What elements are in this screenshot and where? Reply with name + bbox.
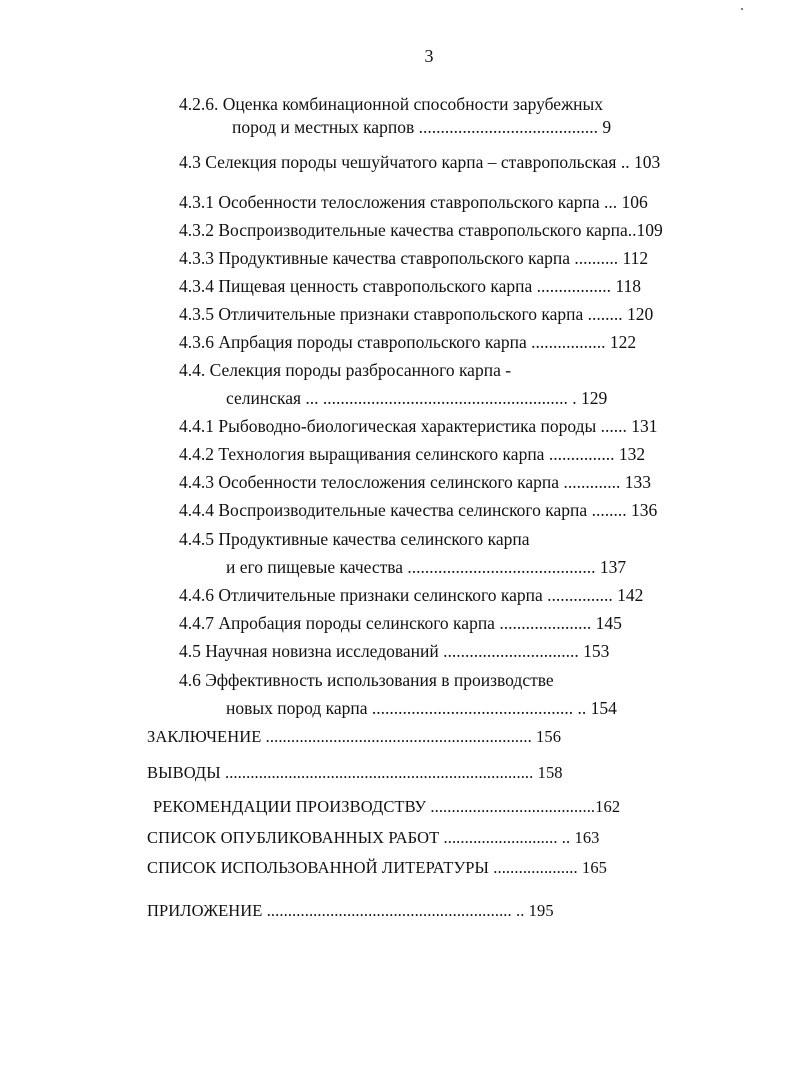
toc-entry-4-4-6: 4.4.6 Отличительные признаки селинского карпа ............... 142 <box>179 585 644 605</box>
toc-entry-4-4-3: 4.4.3 Особенности телосложения селинского карпа ............. 133 <box>179 472 651 492</box>
toc-entry-4-6: 4.6 Эффективность использования в производстве <box>179 670 554 690</box>
toc-entry-4-3-1: 4.3.1 Особенности телосложения ставропольского карпа ... 106 <box>179 192 648 212</box>
toc-entry-conclusion: ЗАКЛЮЧЕНИЕ ............................................................... 156 <box>147 727 562 746</box>
toc-entry-4-2-6-cont: пород и местных карпов ......................................... 9 <box>232 117 612 137</box>
toc-entry-appendix: ПРИЛОЖЕНИЕ .......................................................... .. 195 <box>147 901 554 920</box>
toc-entry-4-2-6: 4.2.6. Оценка комбинационной способности зарубежных <box>179 94 604 114</box>
toc-entry-4-5: 4.5 Научная новизна исследований ............................... 153 <box>179 641 610 661</box>
toc-entry-4-4: 4.4. Селекция породы разбросанного карпа - <box>179 360 512 380</box>
toc-entry-4-3-2: 4.3.2 Воспроизводительные качества ставропольского карпа..109 <box>179 220 663 240</box>
toc-entry-publications: СПИСОК ОПУБЛИКОВАННЫХ РАБОТ ........................... .. 163 <box>147 828 600 847</box>
toc-entry-literature: СПИСОК ИСПОЛЬЗОВАННОЙ ЛИТЕРАТУРЫ .................... 165 <box>147 858 608 877</box>
toc-entry-4-4-cont: селинская ... ........................................................ . 129 <box>226 388 608 408</box>
toc-entry-4-4-5: 4.4.5 Продуктивные качества селинского карпа <box>179 529 530 549</box>
toc-entry-4-4-2: 4.4.2 Технология выращивания селинского карпа ............... 132 <box>179 444 646 464</box>
toc-entry-recommendations: РЕКОМЕНДАЦИИ ПРОИЗВОДСТВУ .......................................162 <box>153 797 621 816</box>
toc-entry-4-6-cont: новых пород карпа .............................................. .. 154 <box>226 698 617 718</box>
toc-entry-4-4-7: 4.4.7 Апробация породы селинского карпа ..................... 145 <box>179 613 622 633</box>
toc-entry-4-3-3: 4.3.3 Продуктивные качества ставропольского карпа .......... 112 <box>179 248 649 268</box>
toc-entry-4-4-4: 4.4.4 Воспроизводительные качества селинского карпа ........ 136 <box>179 500 658 520</box>
toc-entry-4-4-5-cont: и его пищевые качества ........................................... 137 <box>226 557 627 577</box>
toc-entry-4-3-4: 4.3.4 Пищевая ценность ставропольского карпа ................. 118 <box>179 276 642 296</box>
toc-entry-4-3-6: 4.3.6 Апрбация породы ставропольского карпа ................. 122 <box>179 332 637 352</box>
scan-speck <box>741 8 743 10</box>
page-number: 3 <box>424 46 434 66</box>
toc-entry-4-3: 4.3 Селекция породы чешуйчатого карпа – ставропольская .. 103 <box>179 152 661 172</box>
toc-entry-findings: ВЫВОДЫ ......................................................................... 158 <box>147 763 563 782</box>
toc-entry-4-3-5: 4.3.5 Отличительные признаки ставропольского карпа ........ 120 <box>179 304 654 324</box>
toc-entry-4-4-1: 4.4.1 Рыбоводно-биологическая характеристика породы ...... 131 <box>179 416 658 436</box>
